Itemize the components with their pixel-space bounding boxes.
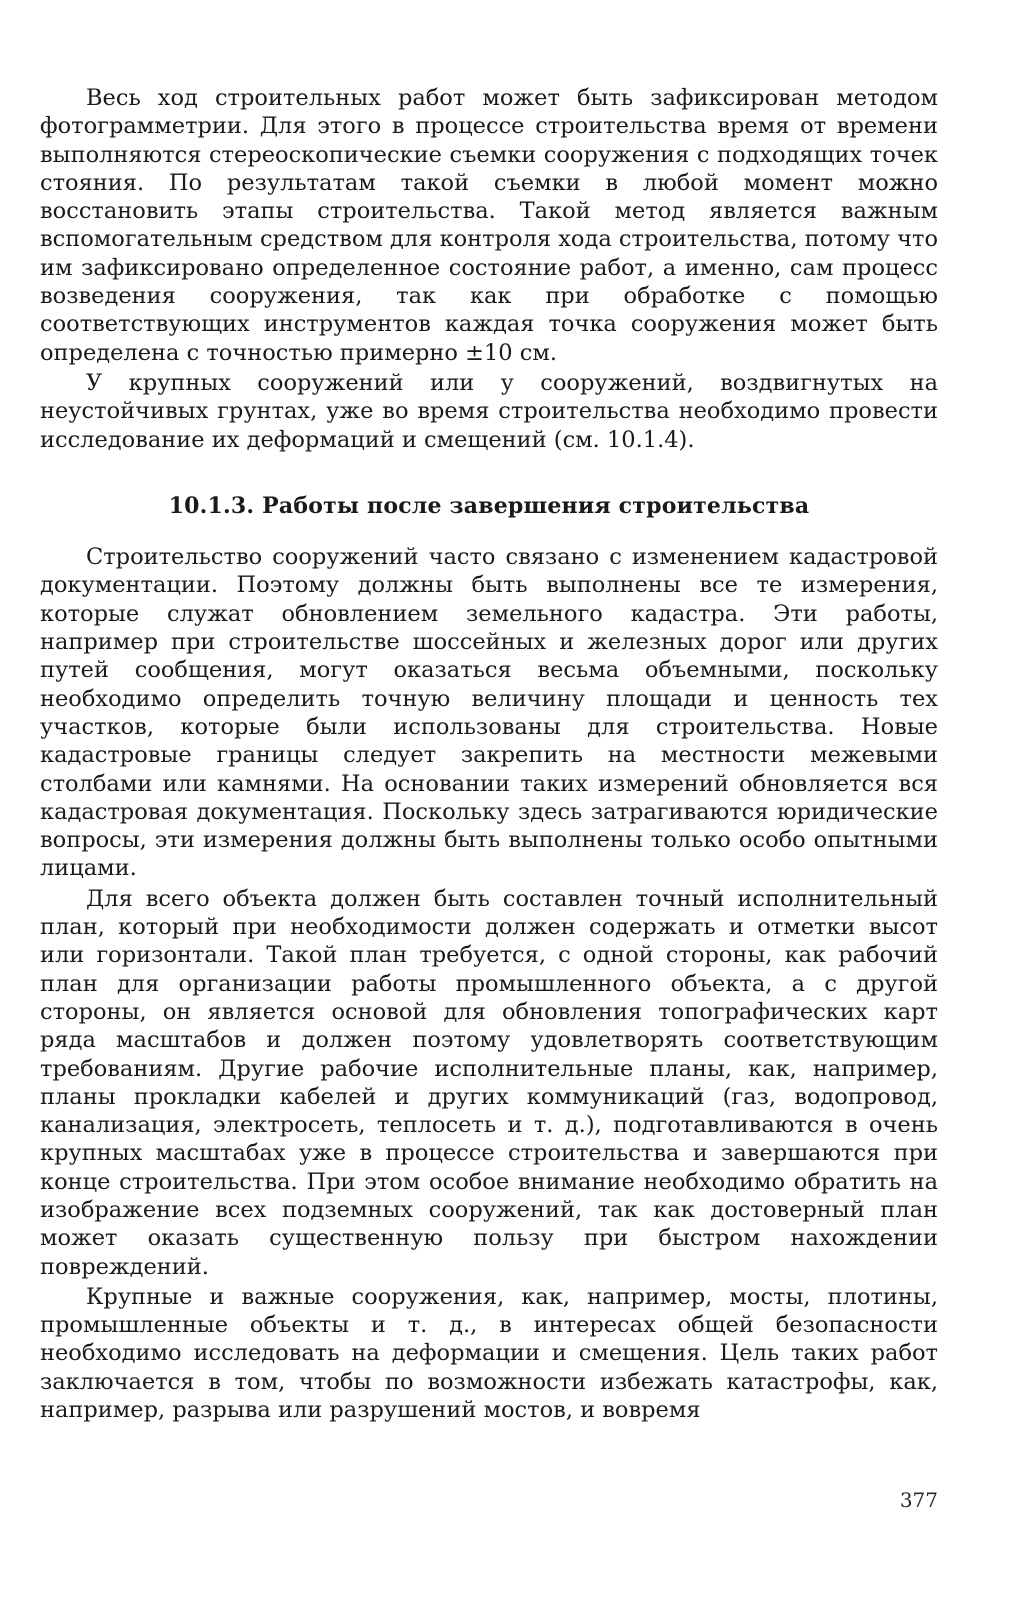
section-heading: 10.1.3. Работы после завершения строительства (168, 492, 810, 519)
paragraph-as-built-plan: Для всего объекта должен быть составлен точный исполнительный план, который при необходимости должен содержать и отметки высот или горизонтали. Такой план требуется, с одной стороны, как рабочий план для организации работы промышленного объекта, а с другой стороны, он является основой для обновления топографических карт ряда масштабов и должен поэтому удовлетворять соответствующим требованиям. Другие рабочие исполнительные планы, как, например, планы прокладки кабелей и других коммуникаций (газ, водопровод, канализация, электросеть, теплосеть и т. д.), подготавливаются в очень крупных масштабах уже в процессе строительства и завершаются при конце строительства. При этом особое внимание необходимо обратить на изображение всех подземных сооружений, так как достоверный план может оказать существенную пользу при быстром нахождении повреждений. (40, 885, 938, 1280)
paragraph-cadastre: Строительство сооружений часто связано с изменением кадастровой документации. Поэтому должны быть выполнены все те измерения, которые служат обновлением земельного кадастра. Эти работы, например при строительстве шоссейных и железных дорог или других путей сообщения, могут оказаться весьма объемными, поскольку необходимо определить точную величину площади и ценность тех участков, которые были использованы для строительства. Новые кадастровые границы следует закрепить на местности межевыми столбами или камнями. На основании таких измерений обновляется вся кадастровая документация. Поскольку здесь затрагиваются юридические вопросы, эти измерения должны быть выполнены только особо опытными лицами. (40, 544, 938, 882)
paragraph-large-structures: Крупные и важные сооружения, как, например, мосты, плотины, промышленные объекты и т. д., в интересах общей безопасности необходимо исследовать на деформации и смещения. Цель таких работ заключается в том, чтобы по возможности избежать катастрофы, как, например, разрыва или разрушений мостов, и вовремя (40, 1283, 938, 1424)
paragraph-deformation-note: У крупных сооружений или у сооружений, воздвигнутых на неустойчивых грунтах, уже во время строительства необходимо провести исследование их деформаций и смещений (см. 10.1.4). (40, 369, 938, 453)
page-number: 377 (899, 1488, 938, 1512)
paragraph-photogrammetry: Весь ход строительных работ может быть зафиксирован методом фотограмметрии. Для этого в процессе строительства время от времени выполняются стереоскопические съемки сооружения с подходящих точек стояния. По результатам такой съемки в любой момент можно восстановить этапы строительства. Такой метод является важным вспомогательным средством для контроля хода строительства, потому что им зафиксировано определенное состояние работ, а именно, сам процесс возведения сооружения, так как при обработке с помощью соответствующих инструментов каждая точка сооружения может быть определена с точностью примерно ±10 см. (40, 85, 938, 366)
page-body (40, 84, 938, 1424)
